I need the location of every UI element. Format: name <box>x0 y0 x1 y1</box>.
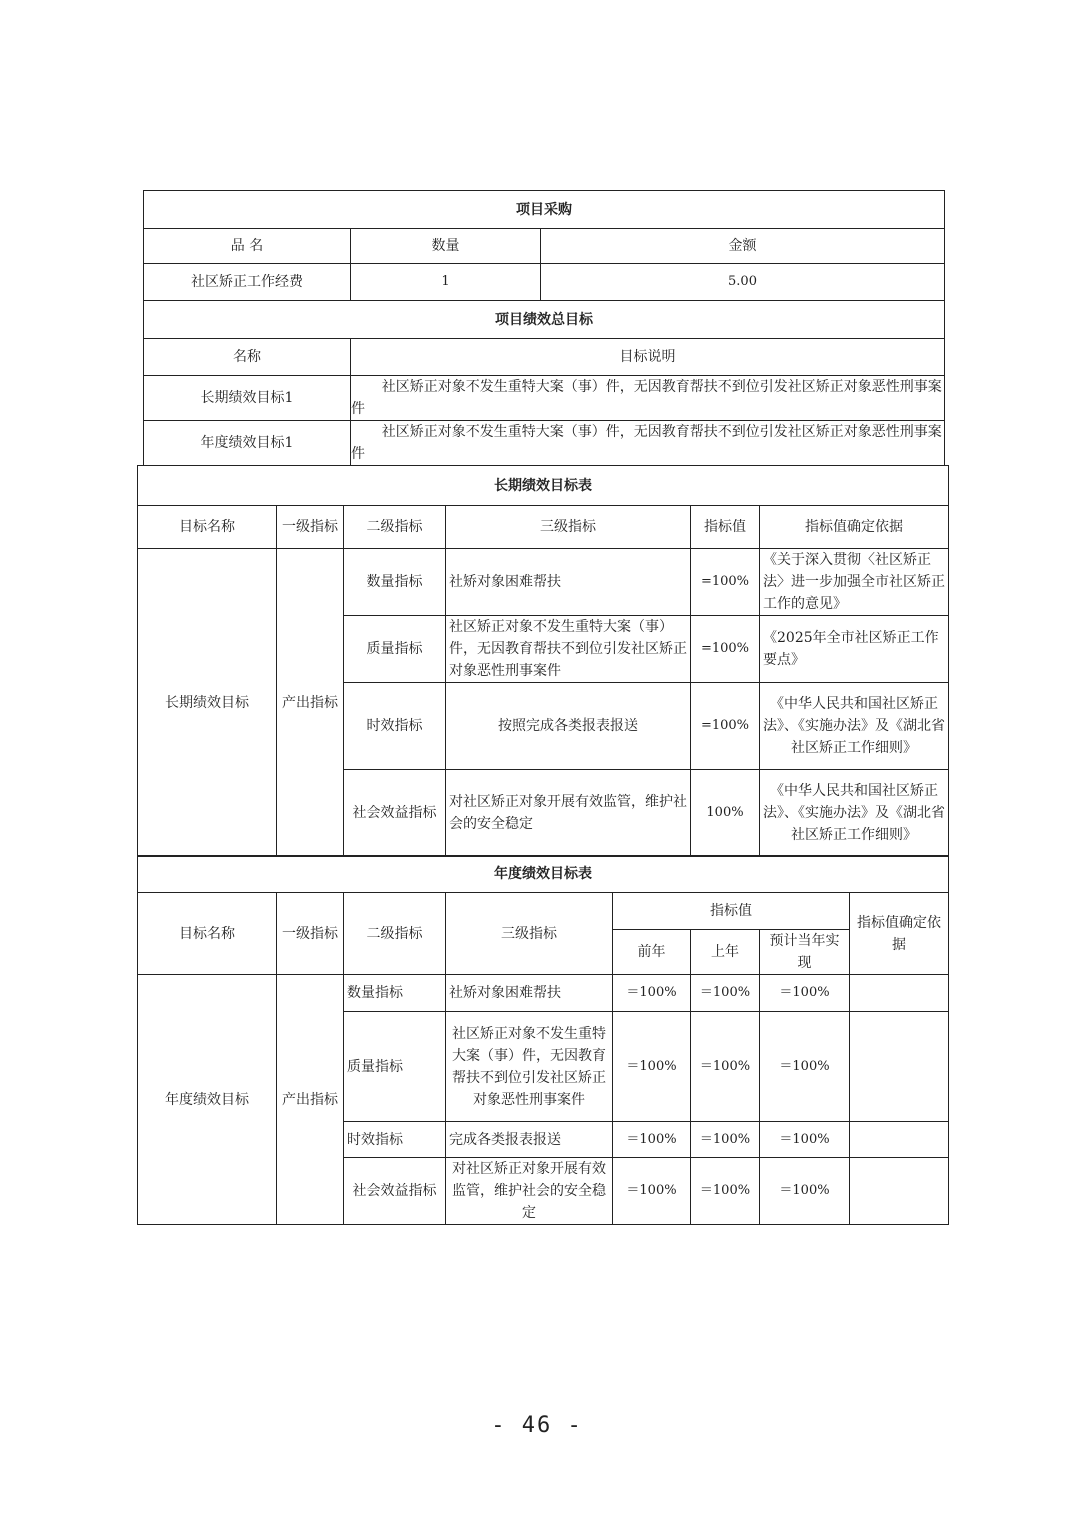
goal-description: 社区矫正对象不发生重特大案（事）件，无因教育帮扶不到位引发社区矫正对象恶性刑事案件 <box>351 421 945 466</box>
procurement-goals-table <box>143 190 945 466</box>
header-goal-description: 目标说明 <box>351 339 945 376</box>
last-year-value: ＝100% <box>691 975 760 1012</box>
level2-indicator: 质量指标 <box>344 1012 446 1122</box>
header-item-name: 品 名 <box>144 229 351 264</box>
expected-value: ＝100% <box>760 975 850 1012</box>
level2-indicator: 时效指标 <box>344 1122 446 1158</box>
header-goal-name: 名称 <box>144 339 351 376</box>
overall-goal-row <box>144 376 945 421</box>
overall-goals-title: 项目绩效总目标 <box>144 301 945 339</box>
header-goal-name: 目标名称 <box>138 506 277 549</box>
header-quantity: 数量 <box>351 229 541 264</box>
indicator-basis: 《2025年全市社区矫正工作要点》 <box>760 616 949 683</box>
indicator-value: =100% <box>691 549 760 616</box>
goal-name: 年度绩效目标 <box>138 975 277 1225</box>
expected-value: ＝100% <box>760 1012 850 1122</box>
prev-year-value: ＝100% <box>613 975 691 1012</box>
header-level1: 一级指标 <box>277 893 344 975</box>
header-expected: 预计当年实现 <box>760 930 850 975</box>
goal-name: 年度绩效目标1 <box>144 421 351 466</box>
indicator-value: 100% <box>691 770 760 857</box>
header-amount: 金额 <box>541 229 945 264</box>
level2-indicator: 数量指标 <box>344 975 446 1012</box>
header-basis: 指标值确定依据 <box>850 893 949 975</box>
header-basis: 指标值确定依据 <box>760 506 949 549</box>
indicator-value: =100% <box>691 683 760 770</box>
annual-title: 年度绩效目标表 <box>138 856 949 893</box>
header-level2: 二级指标 <box>344 893 446 975</box>
level2-indicator: 社会效益指标 <box>344 770 446 857</box>
level2-indicator: 时效指标 <box>344 683 446 770</box>
indicator-basis <box>850 1122 949 1158</box>
last-year-value: ＝100% <box>691 1012 760 1122</box>
level1-indicator: 产出指标 <box>277 549 344 857</box>
header-value: 指标值 <box>691 506 760 549</box>
last-year-value: ＝100% <box>691 1122 760 1158</box>
level3-indicator: 社矫对象困难帮扶 <box>446 975 613 1012</box>
goal-name: 长期绩效目标1 <box>144 376 351 421</box>
level3-indicator: 按照完成各类报表报送 <box>446 683 691 770</box>
goal-name: 长期绩效目标 <box>138 549 277 857</box>
header-value-group: 指标值 <box>613 893 850 930</box>
level2-indicator: 社会效益指标 <box>344 1158 446 1225</box>
prev-year-value: ＝100% <box>613 1122 691 1158</box>
header-level3: 三级指标 <box>446 893 613 975</box>
indicator-basis: 《关于深入贯彻〈社区矫正法〉进一步加强全市社区矫正工作的意见》 <box>760 549 949 616</box>
level3-indicator: 完成各类报表报送 <box>446 1122 613 1158</box>
expected-value: ＝100% <box>760 1122 850 1158</box>
level2-indicator: 质量指标 <box>344 616 446 683</box>
level2-indicator: 数量指标 <box>344 549 446 616</box>
item-name: 社区矫正工作经费 <box>144 264 351 301</box>
long-term-row <box>138 549 949 616</box>
header-level1: 一级指标 <box>277 506 344 549</box>
annual-row <box>138 975 949 1012</box>
procurement-title: 项目采购 <box>144 191 945 229</box>
header-prev-year: 前年 <box>613 930 691 975</box>
level3-indicator: 对社区矫正对象开展有效监管，维护社会的安全稳定 <box>446 1158 613 1225</box>
indicator-basis <box>850 1012 949 1122</box>
level1-indicator: 产出指标 <box>277 975 344 1225</box>
long-term-title: 长期绩效目标表 <box>138 466 949 506</box>
indicator-basis: 《中华人民共和国社区矫正法》、《实施办法》及《湖北省社区矫正工作细则》 <box>760 770 949 857</box>
prev-year-value: ＝100% <box>613 1012 691 1122</box>
header-last-year: 上年 <box>691 930 760 975</box>
item-amount: 5.00 <box>541 264 945 301</box>
level3-indicator: 对社区矫正对象开展有效监管，维护社会的安全稳定 <box>446 770 691 857</box>
prev-year-value: ＝100% <box>613 1158 691 1225</box>
page-number: - 46 - <box>491 1413 583 1438</box>
indicator-basis: 《中华人民共和国社区矫正法》、《实施办法》及《湖北省社区矫正工作细则》 <box>760 683 949 770</box>
procurement-row <box>144 264 945 301</box>
goal-description: 社区矫正对象不发生重特大案（事）件，无因教育帮扶不到位引发社区矫正对象恶性刑事案件 <box>351 376 945 421</box>
last-year-value: ＝100% <box>691 1158 760 1225</box>
level3-indicator: 社区矫正对象不发生重特大案（事）件，无因教育帮扶不到位引发社区矫正对象恶性刑事案件 <box>446 1012 613 1122</box>
long-term-goals-table <box>137 465 949 857</box>
annual-goals-table <box>137 855 949 1225</box>
item-quantity: 1 <box>351 264 541 301</box>
level3-indicator: 社区矫正对象不发生重特大案（事）件，无因教育帮扶不到位引发社区矫正对象恶性刑事案件 <box>446 616 691 683</box>
overall-goal-row <box>144 421 945 466</box>
indicator-basis <box>850 1158 949 1225</box>
expected-value: ＝100% <box>760 1158 850 1225</box>
header-level3: 三级指标 <box>446 506 691 549</box>
level3-indicator: 社矫对象困难帮扶 <box>446 549 691 616</box>
indicator-value: =100% <box>691 616 760 683</box>
header-level2: 二级指标 <box>344 506 446 549</box>
indicator-basis <box>850 975 949 1012</box>
header-goal-name: 目标名称 <box>138 893 277 975</box>
